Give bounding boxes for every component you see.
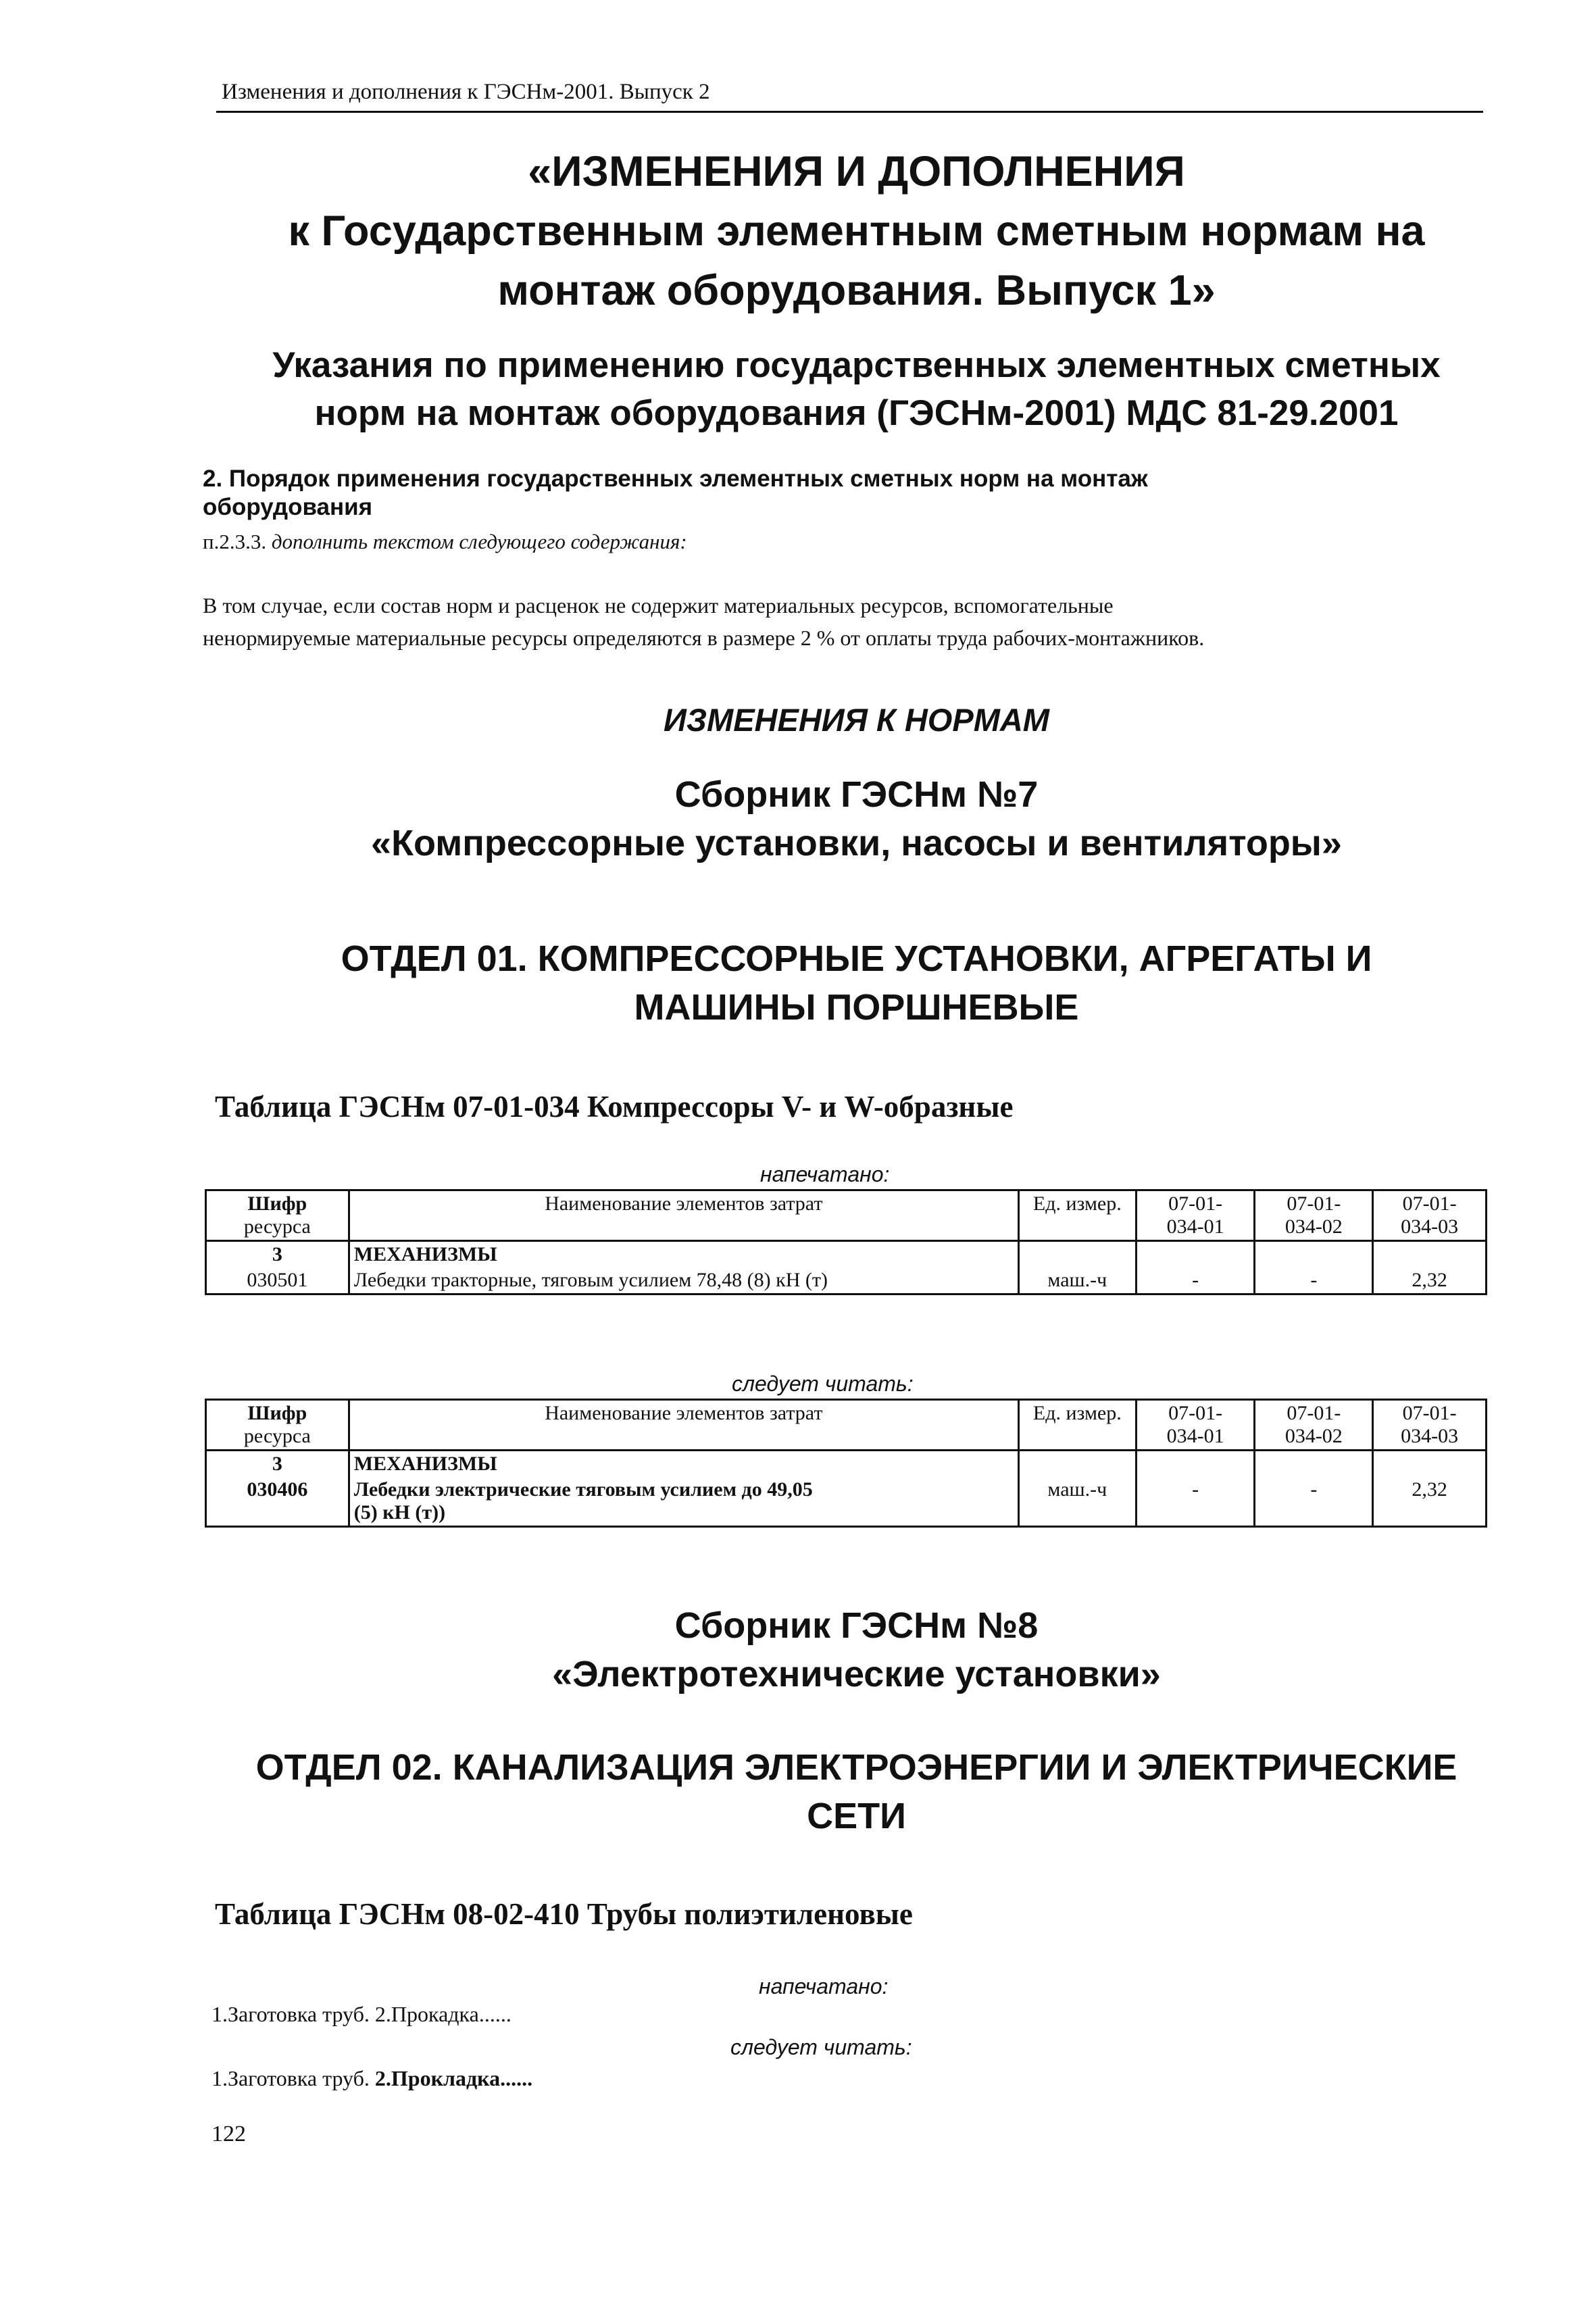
table-row [206,1477,1487,1527]
dept-01-line-1: ОТДЕЛ 01. КОМПРЕССОРНЫЕ УСТАНОВКИ, АГРЕГАТЫ И [341,938,1372,979]
value-col-1: - [1136,1267,1255,1294]
header-col-3: 07-01- 034-03 [1373,1190,1487,1241]
header-name: Наименование элементов затрат [349,1400,1018,1451]
header-code: Шифр ресурса [206,1400,349,1451]
collection-8-title [203,1601,1510,1699]
value-col-2: - [1255,1477,1373,1527]
corrected-table [205,1399,1487,1528]
resource-code: 030501 [206,1267,349,1294]
printed-label-08: напечатано: [759,1974,889,1998]
header-col-2: 07-01- 034-02 [1255,1400,1373,1451]
group-code: 3 [206,1451,349,1478]
clause-line [203,530,687,554]
value-col-3: 2,32 [1373,1477,1487,1527]
header-code: Шифр ресурса [206,1190,349,1241]
main-title [203,142,1510,320]
collection-7-line-1: Сборник ГЭСНм №7 [674,774,1039,815]
subtitle [203,341,1510,437]
collection-7-title [203,770,1510,867]
header-name: Наименование элементов затрат [349,1190,1018,1241]
header-col-3: 07-01- 034-03 [1373,1400,1487,1451]
header-col-1: 07-01- 034-01 [1136,1190,1255,1241]
header-unit: Ед. измер. [1018,1190,1136,1241]
dept-02-line-2: СЕТИ [807,1796,906,1836]
corrected-bold: 2.Прокладка...... [374,2066,533,2090]
dept-01-title [203,934,1510,1032]
should-read-label: следует читать: [732,1372,914,1396]
group-name: МЕХАНИЗМЫ [349,1241,1018,1268]
subtitle-line-2: норм на монтаж оборудования (ГЭСНм-2001) МДС 81-29.2001 [314,393,1399,433]
table-row [206,1267,1487,1294]
subtitle-line-1: Указания по применению государственных элементных сметных [272,345,1441,385]
clause-number: п.2.3.3. [203,530,267,553]
resource-name: Лебедки тракторные, тяговым усилием 78,48 (8) кН (т) [349,1267,1018,1294]
value-col-1: - [1136,1477,1255,1527]
main-title-line-2: к Государственным элементным сметным нормам на [288,207,1425,255]
header-rule [216,111,1483,113]
paragraph-line-2: ненормируемые материальные ресурсы определяются в размере 2 % от оплаты труда рабочих-монтажников. [203,626,1205,650]
table-row [206,1451,1487,1478]
collection-7-line-2: «Компрессорные установки, насосы и вентиляторы» [371,823,1342,863]
table-row [206,1241,1487,1268]
dept-02-line-1: ОТДЕЛ 02. КАНАЛИЗАЦИЯ ЭЛЕКТРОЭНЕРГИИ И ЭЛЕКТРИЧЕСКИЕ [255,1747,1457,1788]
value-col-3: 2,32 [1373,1267,1487,1294]
section-2-heading [203,465,1284,522]
group-name: МЕХАНИЗМЫ [349,1451,1018,1478]
paragraph-line-1: В том случае, если состав норм и расценок не содержит материальных ресурсов, вспомогательные [203,593,1114,618]
corrected-prefix: 1.Заготовка труб. [211,2066,375,2090]
table-header-row [206,1400,1487,1451]
header-unit: Ед. измер. [1018,1400,1136,1451]
resource-name: Лебедки электрические тяговым усилием до 49,05 (5) кН (т)) [349,1477,1018,1527]
clause-action: дополнить текстом следующего содержания: [271,530,687,553]
section-2-heading-line-2: оборудования [203,494,373,520]
page-number: 122 [211,2121,246,2146]
table-08-caption: Таблица ГЭСНм 08-02-410 Трубы полиэтиленовые [215,1897,913,1931]
changes-heading: ИЗМЕНЕНИЯ К НОРМАМ [664,702,1049,738]
group-code: 3 [206,1241,349,1268]
collection-8-line-2: «Электротехнические установки» [552,1654,1161,1694]
section-2-heading-line-1: 2. Порядок применения государственных элементных сметных норм на монтаж [203,466,1148,492]
dept-01-line-2: МАШИНЫ ПОРШНЕВЫЕ [634,987,1079,1028]
printed-text-08: 1.Заготовка труб. 2.Прокадка...... [211,2002,512,2026]
resource-code: 030406 [206,1477,349,1527]
main-title-line-3: монтаж оборудования. Выпуск 1» [497,267,1216,314]
header-col-2: 07-01- 034-02 [1255,1190,1373,1241]
printed-label: напечатано: [760,1162,890,1186]
table-07-caption: Таблица ГЭСНм 07-01-034 Компрессоры V- и W-образные [215,1090,1014,1124]
dept-02-title [203,1743,1510,1840]
value-col-2: - [1255,1267,1373,1294]
corrected-text-08 [211,2066,532,2091]
resource-unit: маш.-ч [1018,1477,1136,1527]
resource-unit: маш.-ч [1018,1267,1136,1294]
header-col-1: 07-01- 034-01 [1136,1400,1255,1451]
collection-8-line-1: Сборник ГЭСНм №8 [674,1605,1039,1646]
section-2-paragraph [203,589,1493,654]
printed-table [205,1189,1487,1295]
running-header: Изменения и дополнения к ГЭСНм-2001. Выпуск 2 [222,80,710,104]
should-read-label-08: следует читать: [730,2035,912,2059]
main-title-line-1: «ИЗМЕНЕНИЯ И ДОПОЛНЕНИЯ [528,148,1185,195]
table-header-row [206,1190,1487,1241]
